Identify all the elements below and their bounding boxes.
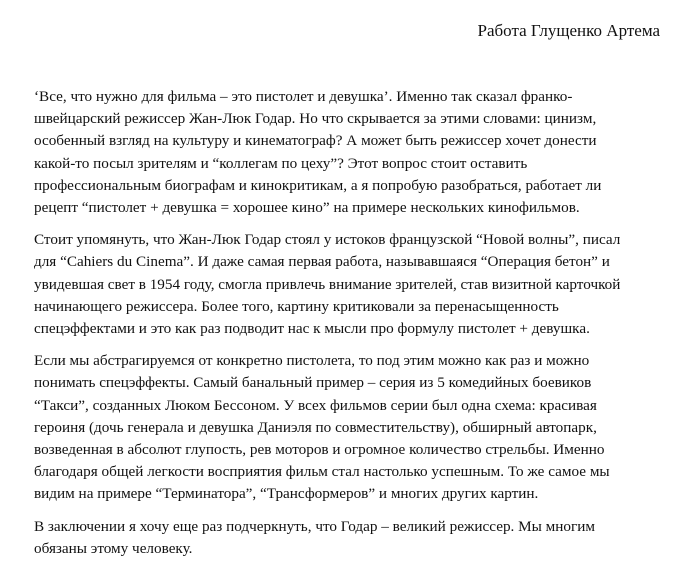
text-line: швейцарский режиссер Жан-Люк Годар. Но что скрывается за этими словами: цинизм, bbox=[34, 110, 597, 128]
text-line: какой-то посыл зрителям и “коллегам по цеху”? Этот вопрос стоит оставить bbox=[34, 154, 528, 172]
text-line: героиня (дочь генерала и девушка Даниэля по совместительству), обширный автопарк, bbox=[34, 418, 597, 436]
text-line: видим на примере “Терминатора”, “Трансформеров” и многих других картин. bbox=[34, 485, 539, 503]
text-line: “Такси”, созданных Люком Бессоном. У всех фильмов серии был одна схема: красивая bbox=[34, 396, 597, 414]
text-line: Стоит упомянуть, что Жан-Люк Годар стоял у истоков французской “Новой волны”, писал bbox=[34, 231, 621, 249]
paragraph-conclusion bbox=[34, 516, 670, 560]
text-line: обязаны этому человеку. bbox=[34, 539, 193, 557]
text-line: рецепт “пистолет + девушка = хорошее кино” на примере нескольких кинофильмов. bbox=[34, 199, 580, 217]
text-line: Если мы абстрагируемся от конкретно пистолета, то под этим можно как раз и можно bbox=[34, 352, 590, 370]
essay-body bbox=[34, 86, 670, 570]
text-line: понимать спецэффекты. Самый банальный пример – серия из 5 комедийных боевиков bbox=[34, 374, 592, 392]
text-line: возведенная в абсолют глупость, рев моторов и огромное количество стрельбы. Именно bbox=[34, 441, 605, 459]
text-line: для “Cahiers du Cinema”. И даже самая первая работа, называвшаяся “Операция бетон” и bbox=[34, 253, 610, 271]
text-line: благодаря общей легкости восприятия фильм стал настолько успешным. То же самое мы bbox=[34, 463, 610, 481]
paragraph-intro bbox=[34, 86, 670, 219]
text-line: профессиональным биографам и кинокритикам, а я попробую разобраться, работает ли bbox=[34, 176, 602, 194]
author-header: Работа Глущенко Артема bbox=[477, 21, 660, 40]
text-line: особенный взгляд на культуру и кинематограф? А может быть режиссер хочет донести bbox=[34, 132, 597, 150]
text-line: ‘Все, что нужно для фильма – это пистолет и девушка’. Именно так сказал франко- bbox=[34, 88, 573, 105]
text-line: В заключении я хочу еще раз подчеркнуть, что Годар – великий режиссер. Мы многим bbox=[34, 517, 595, 535]
text-line: увидевшая свет в 1954 году, смогла привлечь внимание зрителей, став визитной карточкой bbox=[34, 275, 621, 293]
paragraph-godard-background bbox=[34, 229, 670, 340]
text-line: спецэффектами и это как раз подводит нас к мысли про формулу пистолет + девушка. bbox=[34, 320, 590, 338]
text-line: начинающего режиссера. Более того, картину критиковали за перенасыщенность bbox=[34, 297, 559, 315]
paragraph-special-effects bbox=[34, 350, 670, 505]
